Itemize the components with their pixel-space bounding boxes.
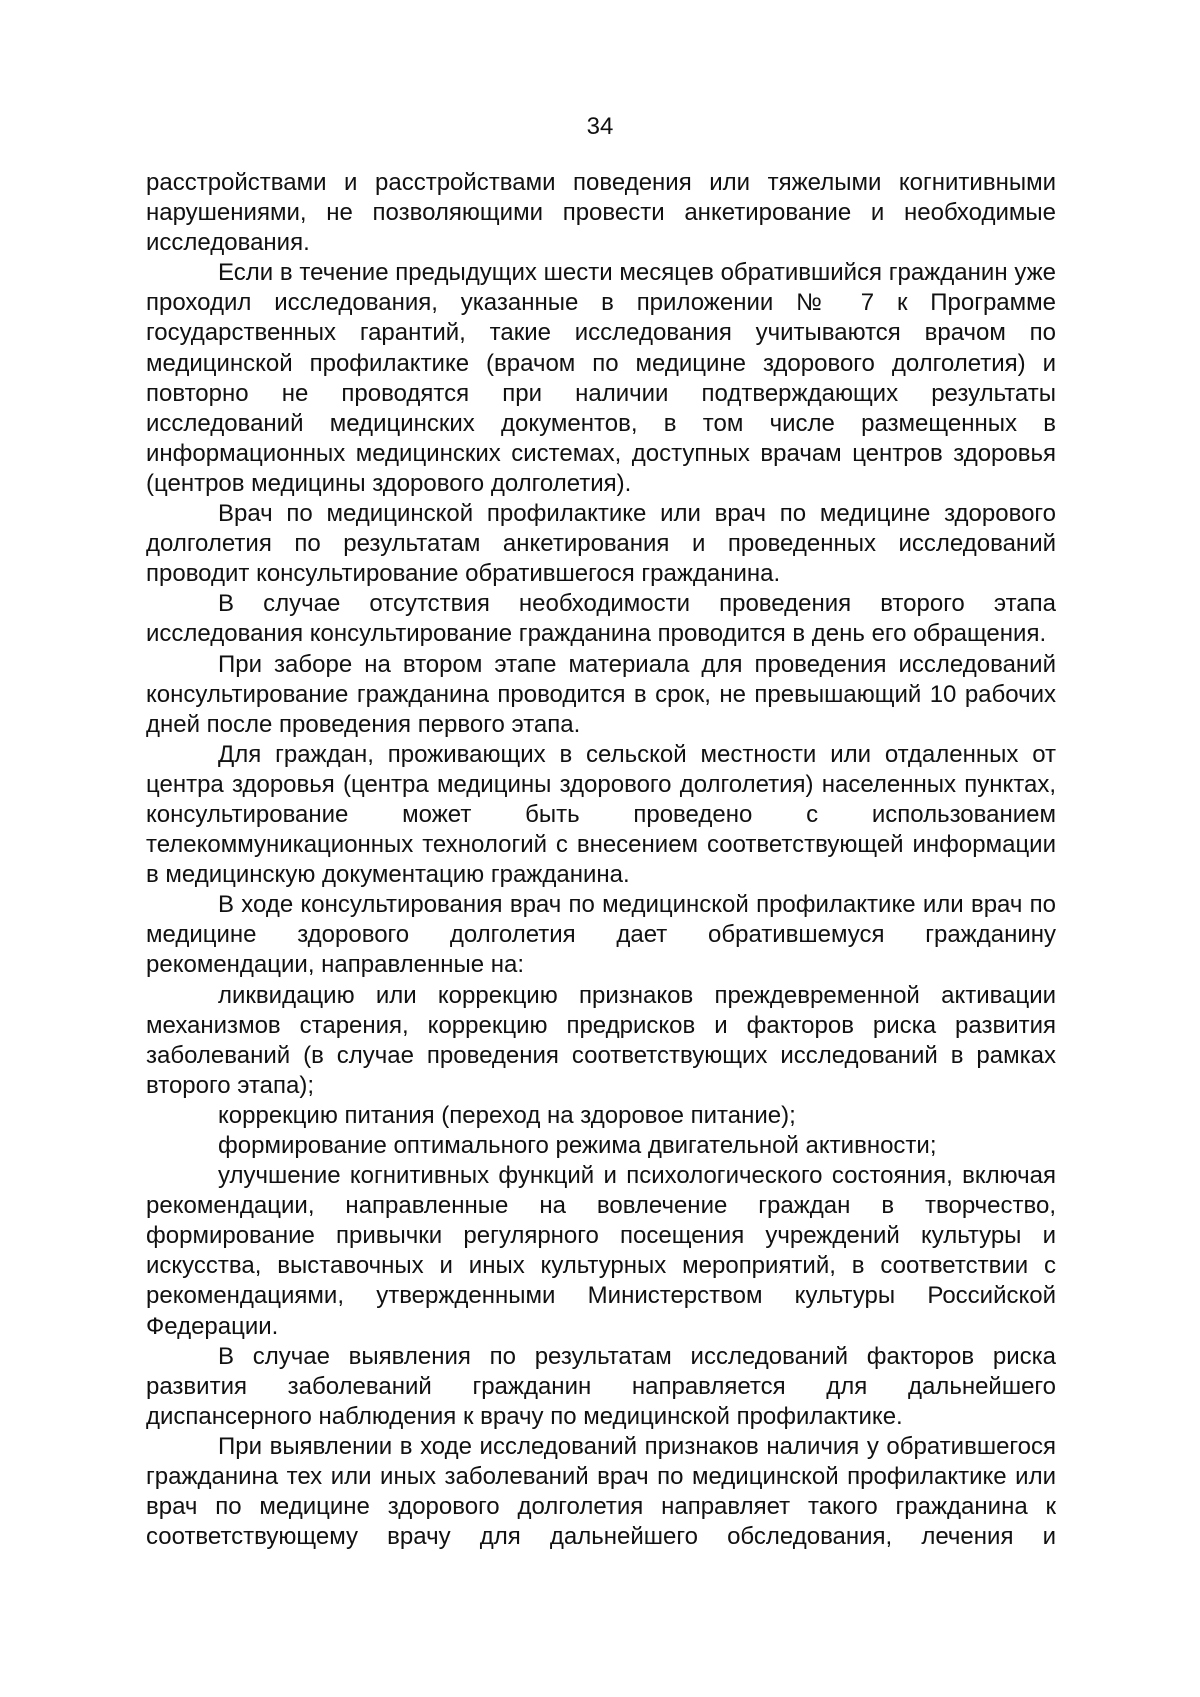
- paragraph-11: улучшение когнитивных функций и психологического состояния, включая рекомендации, направленные на вовлечение граждан в творчество, формирование привычки регулярного посещения учреждений культуры и искусства, выставочных и иных культурных мероприятий, в соответствии с рекомендациями, утвержденными Министерством культуры Российской Федерации.: [146, 1162, 1056, 1340]
- paragraph-8: ликвидацию или коррекцию признаков преждевременной активации механизмов старения, коррекцию предрисков и факторов риска развития заболеваний (в случае проведения соответствующих исследований в рамках второго этапа);: [146, 981, 1056, 1099]
- page-number: 34: [586, 113, 614, 140]
- paragraph-6: Для граждан, проживающих в сельской местности или отдаленных от центра здоровья (центра медицины здорового долголетия) населенных пунктах, консультирование может быть проведено с использованием телекоммуникационных технологий с внесением соответствующей информации в медицинскую документацию гражданина.: [146, 740, 1056, 889]
- paragraph-2: Если в течение предыдущих шести месяцев обратившийся гражданин уже проходил исследования, указанные в приложении № 7 к Программе государственных гарантий, такие исследования учитываются врачом по медицинской профилактике (врачом по медицине здорового долголетия) и повторно не проводятся при наличии подтверждающих результаты исследований медицинских документов, в том числе размещенных в информационных медицинских системах, доступных врачам центров здоровья (центров медицины здорового долголетия).: [146, 259, 1056, 497]
- paragraph-1: расстройствами и расстройствами поведения или тяжелыми когнитивными нарушениями, не позволяющими провести анкетирование и необходимые исследования.: [146, 169, 1056, 257]
- paragraph-9: коррекцию питания (переход на здоровое питание);: [218, 1101, 796, 1129]
- paragraph-3: Врач по медицинской профилактике или врач по медицине здорового долголетия по результатам анкетирования и проведенных исследований проводит консультирование обратившегося гражданина.: [146, 500, 1056, 588]
- paragraph-7: В ходе консультирования врач по медицинской профилактике или врач по медицине здорового долголетия дает обратившемуся гражданину рекомендации, направленные на:: [146, 891, 1056, 979]
- paragraph-4: В случае отсутствия необходимости проведения второго этапа исследования консультирование гражданина проводится в день его обращения.: [146, 590, 1056, 648]
- paragraph-12: В случае выявления по результатам исследований факторов риска развития заболеваний гражданин направляется для дальнейшего диспансерного наблюдения к врачу по медицинской профилактике.: [146, 1342, 1056, 1430]
- paragraph-5: При заборе на втором этапе материала для проведения исследований консультирование гражданина проводится в срок, не превышающий 10 рабочих дней после проведения первого этапа.: [146, 650, 1056, 738]
- paragraph-10: формирование оптимального режима двигательной активности;: [218, 1132, 937, 1159]
- paragraph-13: При выявлении в ходе исследований признаков наличия у обратившегося гражданина тех или иных заболеваний врач по медицинской профилактике или врач по медицине здорового долголетия направляет такого гражданина к соответствующему врачу для дальнейшего обследования, лечения и: [146, 1432, 1056, 1551]
- document-body: [146, 168, 1056, 1552]
